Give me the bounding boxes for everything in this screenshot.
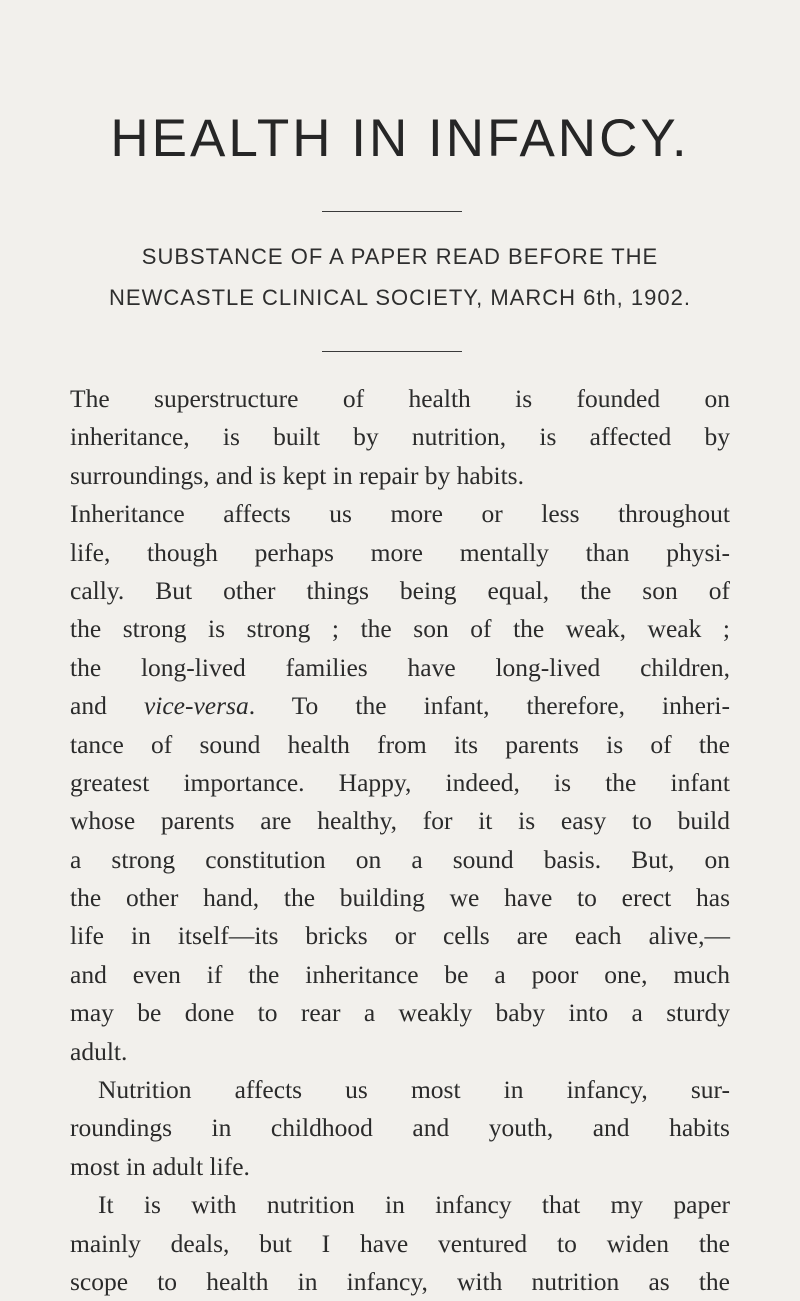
italic-phrase: vice-versa xyxy=(143,691,249,721)
text-line: roundings in childhood and youth, and habits xyxy=(70,1113,730,1143)
text-line: Inheritance affects us more or less throughout xyxy=(70,499,730,529)
text-line: most in adult life. xyxy=(70,1151,250,1181)
page-title: HEALTH IN INFANCY. xyxy=(110,109,690,168)
text-line: greatest importance. Happy, indeed, is the infant xyxy=(70,767,730,797)
text-line: scope to health in infancy, with nutrition as the xyxy=(70,1266,730,1296)
text-line: the strong is strong ; the son of the weak, weak ; xyxy=(70,614,730,644)
text-fragment: and xyxy=(70,691,107,721)
text-line xyxy=(70,687,730,725)
text-line: Nutrition affects us most in infancy, sur- xyxy=(98,1075,730,1105)
text-line: and even if the inheritance be a poor one, much xyxy=(70,959,730,989)
subtitle-divider xyxy=(322,351,462,352)
text-line: life in itself—its bricks or cells are each alive,— xyxy=(70,921,730,951)
text-line: a strong constitution on a sound basis. But, on xyxy=(70,844,730,874)
text-line: whose parents are healthy, for it is easy to build xyxy=(70,806,730,836)
text-line: The superstructure of health is founded on xyxy=(70,384,730,413)
text-line: It is with nutrition in infancy that my paper xyxy=(98,1190,730,1220)
text-line: mainly deals, but I have ventured to widen the xyxy=(70,1228,730,1258)
body-text xyxy=(70,380,730,1301)
text-line: the other hand, the building we have to erect has xyxy=(70,883,730,913)
text-line: cally. But other things being equal, the son of xyxy=(70,575,730,605)
text-line: tance of sound health from its parents is of the xyxy=(70,729,730,759)
title-divider xyxy=(322,211,462,212)
text-line: inheritance, is built by nutrition, is affected by xyxy=(70,422,730,452)
text-line: may be done to rear a weakly baby into a sturdy xyxy=(70,998,730,1028)
subtitle-line-2: NEWCASTLE CLINICAL SOCIETY, MARCH 6th, 1902. xyxy=(109,285,691,310)
text-line: adult. xyxy=(70,1036,128,1066)
text-line: surroundings, and is kept in repair by habits. xyxy=(70,460,524,490)
text-line: the long-lived families have long-lived children, xyxy=(70,652,730,682)
text-fragment: . To the infant, therefore, inheri- xyxy=(248,691,731,721)
text-line: life, though perhaps more mentally than physi- xyxy=(70,537,730,567)
subtitle-line-1: SUBSTANCE OF A PAPER READ BEFORE THE xyxy=(141,244,659,269)
